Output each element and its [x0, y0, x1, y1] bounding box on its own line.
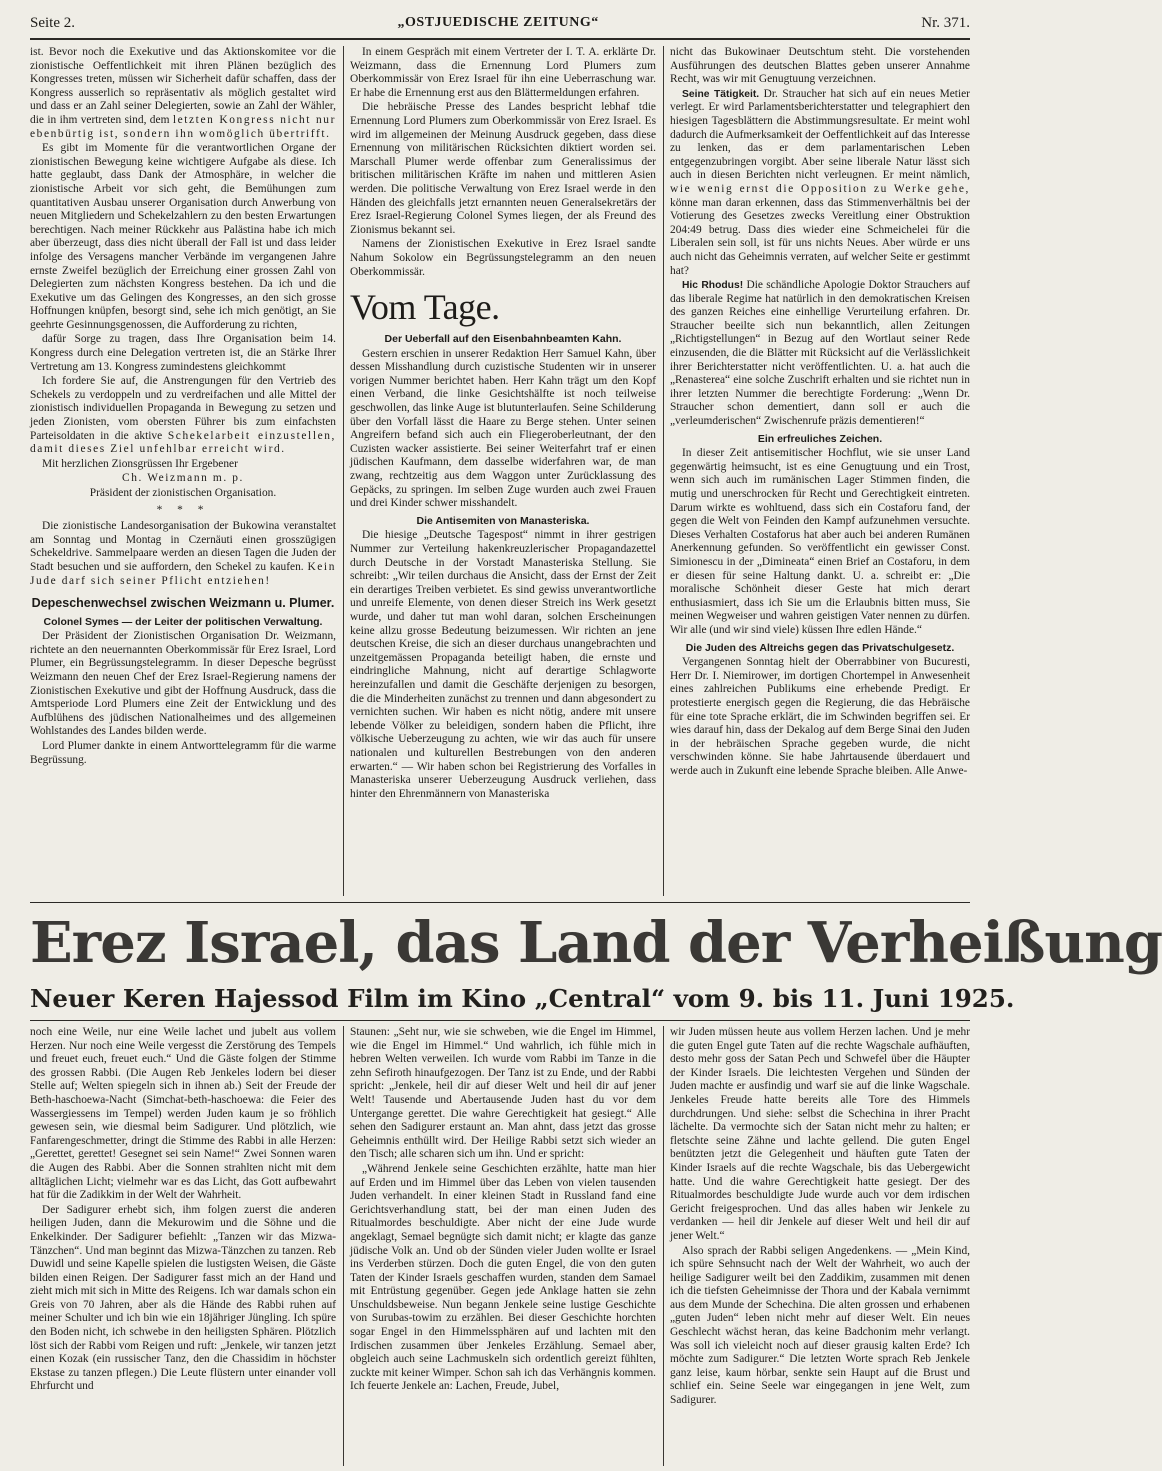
page-number: Seite 2. — [30, 14, 75, 31]
banner-rule-bottom — [30, 1020, 970, 1021]
signature-title: Präsident der zionistischen Organisation. — [89, 487, 277, 499]
article-paragraph: Hic Rhodus! Die schändliche Apologie Doktor Strauchers auf das liberale Regime hat natürlich in den demokratischen Kreisen des ganzen Reiches eine einhellige Verurteilung erfahren. Dr. Straucher beeilte sich nun bekanntlich, allen Zeitungen „Richtigstellungen“ in Bezug auf den Wortlaut seiner Rede einzusenden, die die Blätter mit Rücksicht auf die Verlässlichkeit ihrer Berichterstatter nicht veröffentlichten. U. a. hat auch die „Renasterea“ eine solche Zuschrift erhalten und sie richtet nun in ihrer letzten Nummer die berechtigte Forderung: „Wenn Dr. Straucher schon dementiert, dann soll er auch die „verleumderischen“ Zwischenrufe präzis dementieren!“ — [670, 279, 970, 428]
column-rule — [343, 1026, 344, 1466]
emphasis-text: Kein Jude darf sich seiner Pflicht entziehen! — [30, 560, 336, 587]
masthead: „OSTJUEDISCHE ZEITUNG“ — [397, 15, 599, 30]
page-header — [30, 10, 970, 36]
story-paragraph: wir Juden müssen heute aus vollem Herzen lachen. Und je mehr die guten Engel gute Taten auf die rechte Wagschale aufhäuften, desto mehr goss der Satan Pech und Schwefel über die Häupter der Kinder Israels. Die leichtesten Vergehen und Sünden der Juden machte er ausfindig und warf sie auf die linke Wagschale. Jenkeles Freude hatte bereits alle Tore des Himmels durchdrungen. Und siehe: selbst die Schechina in ihrer Pracht lächelte. Da vermochte sich der Satan nicht mehr zu halten; er fletschte seine Zähne und lachte gellend. Die guten Engel benützten jetzt die Gelegenheit und häuften gute Taten der Kinder Israels auf die rechte Wagschale, bis das Uebergewicht hatte. Und die wahre Gerechtigkeit hatte gesiegt. Der des Ritualmordes beschuldigte Jude wurde auch vor dem irdischen Gericht freigesprochen. Und das alles haben wir Jenkele zu verdanken — heil dir Jenkele auf dieser Welt und heil dir auf jener Welt.“ — [670, 1026, 970, 1242]
column-5 — [350, 1026, 656, 1466]
run-in-headline: Hic Rhodus! — [682, 280, 744, 292]
column-rule — [663, 46, 664, 896]
column-3 — [670, 46, 970, 896]
article-paragraph: Die hiesige „Deutsche Tagespost“ nimmt in ihrer gestrigen Nummer zur Verteilung hakenkreuzlerischer Propagandazettel durch Deutsche in der Vorstadt Manasteriska Stellung. Sie schreibt: „Wir teilen durchaus die Ansicht, dass der Ernst der Zeit ein derartiges Treiben verbietet. Es sind gewiss unverantwortliche und unreife Elemente, von denen dieser Streich ins Werk gesetzt wurde, und daher tut man wohl daran, solchen Erscheinungen keine allzu grosse Bedeutung beizumessen. Wir richten an jene deutschen Kreise, die sich an dieser durchaus unangebrachten und unzeitgemässen Propaganda beteiligt haben, die ernste und eindringliche Mahnung, nicht auf derartige Schlagworte hereinzufallen und damit die Geschäfte derjenigen zu besorgen, die die Minderheiten zunächst zu trennen und dann abgesondert zu vernichten suchen. Wir haben es nicht nötig, andere mit unsere lebende Völker zu beleidigen, sondern haben die Pflicht, ihre völkische Ueberzeugung zu achten, wie wir das auch für unsere nationalen und kulturellen Bestrebungen von den anderen erwarten.“ — Wir haben schon bei Registrierung des Vorfalles in Manasteriska unserer Ueberzeugung Ausdruck verliehen, dass hinter den Ehrenmännern von Manasteriska — [350, 529, 656, 800]
article-paragraph: ist. Bevor noch die Exekutive und das Aktionskomitee vor die zionistische Oeffentlichkeit mit ihren Plänen bezüglich des Kongresses treten, müssen wir Sicherheit dafür schaffen, dass der Kongress ausserlich so repräsentativ als möglich gestaltet wird und dass er an Zahl seiner Delegierten, sowie an Zahl der Wähler, die in ihm vertreten sind, dem letzten Kongress nicht nur ebenbürtig ist, sondern ihn womöglich übertrifft. — [30, 46, 336, 140]
emphasis-text: letzten Kongress nicht nur ebenbürtig ist, sondern ihn womöglich übertrifft. — [30, 113, 336, 140]
banner-rule-top — [30, 902, 970, 903]
article-headline: Die Juden des Altreichs gegen das Privatschulgesetz. — [685, 641, 955, 654]
article-paragraph: In einem Gespräch mit einem Vertreter der I. T. A. erklärte Dr. Weizmann, dass die Ernennung Lord Plumers zum Oberkommissär von Erez Israel für ihn eine Ueberraschung war. Er habe die Ernennung erst aus den Blättermeldungen erfahren. — [350, 46, 656, 99]
article-paragraph: Seine Tätigkeit. Dr. Straucher hat sich auf ein neues Metier verlegt. Er wird Parlamentsberichterstatter und telegraphiert den hiesigen Tagesblättern die Abstimmungsresultate. Er meint wohl dadurch die Aufmerksamkeit der Oeffentlichkeit auf das Interesse zu lenken, das er dem parlamentarischen Leben entgegenzubringen vorgibt. Aber seine liberale Natur lässt sich auch in diesen Berichten nicht verleugnen. Er meint nämlich, wie wenig ernst die Opposition zu Werke gehe, könne man daran erkennen, dass das Stimmenverhältnis bei der Votierung des Gesetzes zwecks Vereitlung einer Obstruktion 204:49 betrug. Dass dies wieder eine Schmeichelei für die Liberalen sein soll, ist für uns nichts Neues. Aber würde er uns auch nicht das Geheimnis verraten, auf welcher Seite er gestimmt hat? — [670, 87, 970, 277]
film-ad-subtitle: Neuer Keren Hajessod Film im Kino „Central“ vom 9. bis 11. Juni 1925. — [30, 984, 1015, 1013]
column-2 — [350, 46, 656, 896]
section-divider: * * * — [156, 503, 210, 516]
emphasis-text: wie wenig ernst die Opposition zu Werke gehe, — [670, 182, 970, 195]
story-paragraph: „Während Jenkele seine Geschichten erzählte, hatte man hier auf Erden und im Himmel über das Leben von vielen tausenden Juden verhandelt. In einer kleinen Stadt in Russland fand eine Gerichtsverhandlung statt, bei der man einen Juden des Ritualmordes beschuldigte. Aber nicht der eine Jude wurde angeklagt, Semael begnügte sich damit nicht; er klagte das ganze jüdische Volk an. Und ob der Sünden vieler Juden wollte er Israel ins Verderben stürzen. Doch die guten Engel, die von den guten Taten der Kinder Israels geschaffen wurden, standen dem Samael mit Entrüstung gegenüber. Gegen jede Anklage hatten sie zehn Unschuldsbeweise. Nun begann Jenkele seine lustige Geschichte von Surubas-towim zu erzählen. Bei dieser Geschichte horchten sogar Engel in den Himmelssphären auf und lachten mit den Irdischen zusammen über Jenkeles Erzählung. Semael aber, obgleich auch seine Lachmuskeln sich ordentlich gereizt fühlten, zuckte mit keiner Wimper. Schon sah ich das Verhängnis kommen. Ich feuerte Jenkele an: Lachen, Freude, Jubel, — [350, 1162, 656, 1393]
article-headline: Ein erfreuliches Zeichen. — [757, 432, 883, 445]
closing-line: Mit herzlichen Zionsgrüssen Ihr Ergebener — [42, 457, 238, 470]
header-rule — [30, 38, 970, 40]
article-paragraph: In dieser Zeit antisemitischer Hochflut, wie sie unser Land gegenwärtig heimsucht, ist es eine Genugtuung und ein Trost, wenn sich auch im rumänischen Lager Stimmen finden, die mutig und unerschrocken für Recht und Gerechtigkeit eintreten. Darum wirkte es wohltuend, dass sich ein Costaforu fand, der gegen die Welt von Feinden den Kampf aufzunehmen versuchte. Dieses Verhalten Costaforus hat aber auch bei anderen Rumänen Anerkennung gefunden. So veröffentlicht ein gewisser Const. Simionescu in der „Dimineata“ einen Brief an Costaforu, in dem er diesen für seine Haltung dankt. U. a. schreibt er: „Die moralische Schönheit dieser Geste hat mich derart enthusiasmiert, dass ich Sie um die Erlaubnis bitten muss, Sie meinen Wegweiser und wahren geistigen Vater nennen zu dürfen. Wir alle (und wir sind viele) küssen Ihre edlen Hände.“ — [670, 447, 970, 636]
article-subheadline: Colonel Symes — der Leiter der politischen Verwaltung. — [43, 616, 323, 629]
article-paragraph: Vergangenen Sonntag hielt der Oberrabbiner von Bucuresti, Herr Dr. I. Niemirower, im dortigen Chortempel in Anwesenheit eines zahlreichen Publikums eine erhebende Predigt. Er protestierte energisch gegen die Regierung, die das Hebräische für eine tote Sprache erklärt, die im Schwinden begriffen sei. Er wies darauf hin, dass der Dekalog auf dem Berge Sinai den Juden in der hebräischen Sprache gegeben wurde, die nicht verschwinden könne. Sie habe Jahrtausende überdauert und werde auch in Zukunft eine lebende Sprache bleiben. Alle Anwe- — [670, 656, 970, 777]
story-paragraph: Der Sadigurer erhebt sich, ihm folgen zuerst die anderen heiligen Juden, dann die Mekurowim und die Söhne und die Enkelkinder. Der Sadigurer befiehlt: „Tanzen wir das Mizwa-Tänzchen“. Und man beginnt das Mizwa-Tänzchen zu tanzen. Reb Duwidl und seine Kapelle spielen die lustigsten Weisen, die Gäste bilden einen Reigen. Der Sadigurer fasst mich an der Hand und zieht mich mit sich in Mitte des Reigens. Ich war damals schon ein Greis von 70 Jahren, aber als die Hände des Rabbi ruhen auf meiner Schulter und ich bin wie ein 18jähriger Jüngling. Ich spüre den Boden nicht, ich schwebe in den heiligsten Sphären. Plötzlich löst sich der Rabbi vom Reigen und ruft: „Jenkele, wir tanzen jetzt einen Kozak (ein russischer Tanz, den die Chassidim in höchster Ekstase zu tanzen pflegen.) Die Leute flüstern unter einander voll Ehrfurcht und — [30, 1203, 336, 1393]
article-paragraph: Namens der Zionistischen Exekutive in Erez Israel sandte Nahum Sokolow ein Begrüssungstelegramm an den neuen Oberkommissär. — [350, 238, 656, 278]
column-4 — [30, 1026, 336, 1466]
article-paragraph: Der Präsident der Zionistischen Organisation Dr. Weizmann, richtete an den neuernannten Oberkommissär für Erez Israel, Lord Plumer, ein Begrüssungstelegramm. In dieser Depesche begrüsst Weizmann den neuen Chef der Erez Israel-Regierung namens der Zionistischen Exekutive und gibt der Hoffnung Ausdruck, dass die Amtsperiode Lord Plumers eine Zeit der Entwicklung und des Aufblühens des jüdischen Nationalheimes und des allgemeinen Wohlstandes des Landes bilden werde. — [30, 630, 336, 738]
column-1 — [30, 46, 336, 896]
column-rule — [663, 1026, 664, 1466]
section-title: Vom Tage. — [350, 287, 500, 328]
signature-name: Ch. Weizmann m. p. — [122, 472, 244, 485]
article-paragraph: Die hebräische Presse des Landes bespricht lebhaf tdie Ernennung Lord Plumers zum Oberkommissär von Erez Israel. Es wird im allgemeinen der Meinung Ausdruck gegeben, dass diese Ernennung von militärischen Rücksichten diktiert worden sei. Marschall Plumer werde offenbar zum Generalissimus der britischen militärischen Kräfte im nahen und mittleren Asien werden. Die politische Verwaltung von Erez Israel werde in den Händen des gleichfalls jetzt ernannten neuen Generalsekretärs der Erez Israel-Regierung Colonel Symes liegen, der als Freund des Zionismus bekannt sei. — [350, 101, 656, 236]
story-paragraph: noch eine Weile, nur eine Weile lachet und jubelt aus vollem Herzen. Nur noch eine Weile vergesst die Zerstörung des Tempels und freuet euch, freuet euch.“ Und die Gäste folgen der Stimme des grossen Rabbi. (Die Augen Reb Jenkeles lodern bei dieser Stelle auf; Welten spiegeln sich in ihnen ab.) Seit der Freude der Beth-haschoewa-Nacht (Simchat-beth-haschoewa: die Feier des Wassergiessens im Tempel) werden Juden kaum je so fröhlich gewesen sein, wie diesmal beim Sadigurer. Und plötzlich, wie Fanfarengeschmetter, dringt die Stimme des Rabbi in alle Herzen: „Gerettet, gerettet! Gesegnet sei sein Name!“ Zwei Sonnen waren die Augen des Rabbi. Aber die Sonnen strahlten nicht mit dem alltäglichen Licht; vielmehr war es das Licht, das Gott aufbewahrt hat für die Zadikkim in der Welt der Wahrheit. — [30, 1026, 336, 1202]
article-paragraph: nicht das Bukowinaer Deutschtum steht. Die vorstehenden Ausführungen des deutschen Blattes geben unserer Annahme Recht, was wir mit Genugtuung verzeichnen. — [670, 46, 970, 86]
story-paragraph: Also sprach der Rabbi seligen Angedenkens. — „Mein Kind, ich spüre Sehnsucht nach der Welt der Wahrheit, wo auch der heilige Sadigurer weilt bei den Zaddikim, zusammen mit denen ich die tiefsten Geheimnisse der Thora und der Kabala vernimmt aus dem Munde der Schechina. Die alten grossen und erhabenen „guten Juden“ leben nicht mehr auf dieser Welt. Ein neues Geschlecht wächst heran, das keine Badchonim mehr verlangt. Was soll ich vieleicht noch auf dieser grausig kalten Erde? Ich möchte zum Sadigurer.“ Die letzten Worte sprach Reb Jenkele ganz leise, kaum hörbar, senkte sein Haupt auf die Brust und schlief ein. Seine Seele war eingegangen in jene Welt, zum Sadigurer. — [670, 1244, 970, 1407]
column-rule — [343, 46, 344, 896]
run-in-headline: Seine Tätigkeit. — [682, 88, 760, 100]
story-paragraph: Staunen: „Seht nur, wie sie schweben, wie die Engel im Himmel, wie die Engel im Himmel.“ Und wahrlich, ich fühle mich in hebren Welten verweilen. Ich wurde vom Rabbi im Tanze in die zehn Sefiroth hinaufgezogen. Der Tanz ist zu Ende, und der Rabbi spricht: „Jenkele, heil dir auf dieser Welt und heil dir auf jener Welt! Tausende und Abertausende Juden hast du vor dem Untergange gerettet. Die wahre Gerechtigkeit hat gesiegt.“ Alle sehen den Sadigurer erstaunt an. Man ahnt, dass jetzt das grosse Geheimnis enthüllt wird. Der Heilige Rabbi setzt sich wieder an den Tisch; alle scharen sich um ihn. Und er spricht: — [350, 1026, 656, 1161]
film-ad-title: Erez Israel, das Land der Verheißung — [30, 910, 1162, 976]
article-paragraph: Gestern erschien in unserer Redaktion Herr Samuel Kahn, über dessen Misshandlung durch cuzistische Studenten wir in unserer vorigen Nummer berichtet haben. Herr Kahn trägt um den Kopf einen Verband, die linke Gesichtshälfte ist noch teilweise geschwollen, das linke Auge ist blutunterlaufen. Seine Schilderung über den Vorfall lässt die Haare zu Berge stehen. Unter seinen Angreifern befand sich auch ein Fliegeroberleutnant, der den Cuzisten wacker assistierte. Bei seiner Weiterfahrt traf er einen jüdischen Kaufmann, dem dasselbe widerfahren war, de man zwang, rechtzeitig aus dem Waggon unter Zurücklassung des Gepäcks, zu springen. Im selben Zuge wurden auch zwei Frauen und drei Kinder schwer misshandelt. — [350, 347, 656, 510]
article-paragraph: Die zionistische Landesorganisation der Bukowina veranstaltet am Sonntag und Montag in Czernäuti einen grosszügigen Schekeldrive. Sammelpaare werden an diesen Tagen die Juden der Stadt besuchen und sie auffordern, den Schekel zu kaufen. Kein Jude darf sich seiner Pflicht entziehen! — [30, 520, 336, 587]
article-headline: Der Ueberfall auf den Eisenbahnbeamten Kahn. — [384, 333, 622, 346]
article-paragraph: Lord Plumer dankte in einem Antworttelegramm für die warme Begrüssung. — [30, 739, 336, 766]
emphasis-text: Schekelarbeit einzustellen, damit dieses Ziel unfehlbar erreicht wird. — [30, 429, 336, 456]
article-paragraph: Ich fordere Sie auf, die Anstrengungen für den Vertrieb des Schekels zu verdoppeln und zu verdreifachen und alle Mittel der zionistisch individuellen Propaganda in Bewegung zu setzen und jeden Zionisten, vom obersten Führer bis zum einfachsten Parteisoldaten in die aktive Schekelarbeit einzustellen, damit dieses Ziel unfehlbar erreicht wird. — [30, 375, 336, 456]
article-headline: Die Antisemiten von Manasteriska. — [416, 514, 590, 527]
column-6 — [670, 1026, 970, 1466]
issue-number: Nr. 371. — [921, 14, 970, 31]
article-headline: Depeschenwechsel zwischen Weizmann u. Plumer. — [31, 596, 335, 611]
article-paragraph: Es gibt im Momente für die verantwortlichen Organe der zionistischen Bewegung keine wichtigere Aufgabe als diese. Ich hatte geglaubt, dass Dank der Atmosphäre, in welcher die zionistische Arbeit vor sich geht, die Bemühungen zum quantitativen Ausbau unserer Organisation durch Anwerbung von neuen Mitgliedern und Schekelzahlern zu den besten Erwartungen berechtigen. Nach meiner Rückkehr aus Palästina habe ich mich aber überzeugt, dass dies nicht überall der Fall ist und dass leider infolge des Versagens mancher Verbände im vergangenen Jahre ernste Zweifel bezüglich der Erreichung einer grossen Zahl von Delegierten zum nächsten Kongress bestehen. Da ich und die Exekutive um das Gelingen des Kongresses, an den sich grosse Hoffnungen knüpfen, besorgt sind, sehe ich mich genötigt, an Sie geehrte Gesinnungsgenossen, die Aufforderung zu richten, — [30, 142, 336, 331]
article-paragraph: dafür Sorge zu tragen, dass Ihre Organisation beim 14. Kongress durch eine Delegation vertreten ist, die an Stärke Ihrer Vertretung am 13. Kongress zumindestens gleichkommt — [30, 333, 336, 373]
